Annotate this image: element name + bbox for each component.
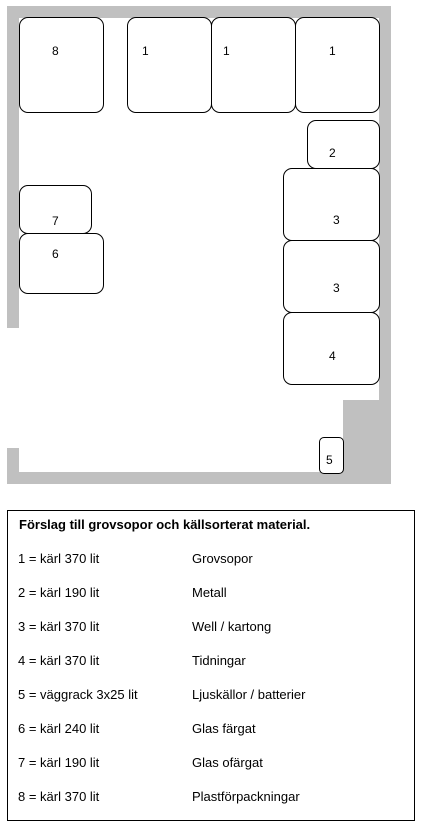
bin-number: 7 <box>52 214 59 228</box>
legend-row <box>8 789 414 807</box>
bin-3-upper <box>283 168 380 241</box>
bin-number: 8 <box>52 44 59 58</box>
legend-bin-description: 3 = kärl 370 lit <box>18 619 100 634</box>
bin-2 <box>307 120 380 169</box>
legend-bin-description: 2 = kärl 190 lit <box>18 585 100 600</box>
legend-row <box>8 653 414 671</box>
bin-number: 1 <box>223 44 230 58</box>
bin-number: 1 <box>142 44 149 58</box>
bin-1-left <box>127 17 212 113</box>
legend-row <box>8 551 414 569</box>
bin-6 <box>19 233 104 294</box>
legend-material: Ljuskällor / batterier <box>192 687 306 702</box>
legend-row <box>8 721 414 739</box>
wall-rack-5 <box>319 437 344 474</box>
legend-bin-description: 5 = väggrack 3x25 lit <box>18 687 138 702</box>
legend-bin-description: 4 = kärl 370 lit <box>18 653 100 668</box>
wall-left-upper <box>7 6 19 328</box>
legend-row <box>8 619 414 637</box>
legend-row <box>8 687 414 705</box>
legend-bin-description: 6 = kärl 240 lit <box>18 721 100 736</box>
bin-7 <box>19 185 92 234</box>
bin-1-right <box>295 17 380 113</box>
bin-number: 5 <box>326 453 333 467</box>
legend-material: Plastförpackningar <box>192 789 300 804</box>
legend-material: Metall <box>192 585 227 600</box>
legend-material: Glas färgat <box>192 721 256 736</box>
legend-material: Tidningar <box>192 653 246 668</box>
legend-row <box>8 585 414 603</box>
legend <box>7 510 415 821</box>
legend-bin-description: 1 = kärl 370 lit <box>18 551 100 566</box>
bin-3-lower <box>283 240 380 313</box>
bin-number: 4 <box>329 349 336 363</box>
bin-number: 1 <box>329 44 336 58</box>
bin-number: 2 <box>329 146 336 160</box>
legend-material: Well / kartong <box>192 619 272 634</box>
bin-number: 3 <box>333 281 340 295</box>
bin-8 <box>19 17 104 113</box>
bin-number: 6 <box>52 247 59 261</box>
bin-1-middle <box>211 17 296 113</box>
legend-bin-description: 7 = kärl 190 lit <box>18 755 100 770</box>
bin-4 <box>283 312 380 385</box>
bin-number: 3 <box>333 213 340 227</box>
legend-title: Förslag till grovsopor och källsorterat material. <box>19 517 311 532</box>
legend-material: Grovsopor <box>192 551 253 566</box>
legend-material: Glas ofärgat <box>192 755 263 770</box>
legend-row <box>8 755 414 773</box>
legend-bin-description: 8 = kärl 370 lit <box>18 789 100 804</box>
